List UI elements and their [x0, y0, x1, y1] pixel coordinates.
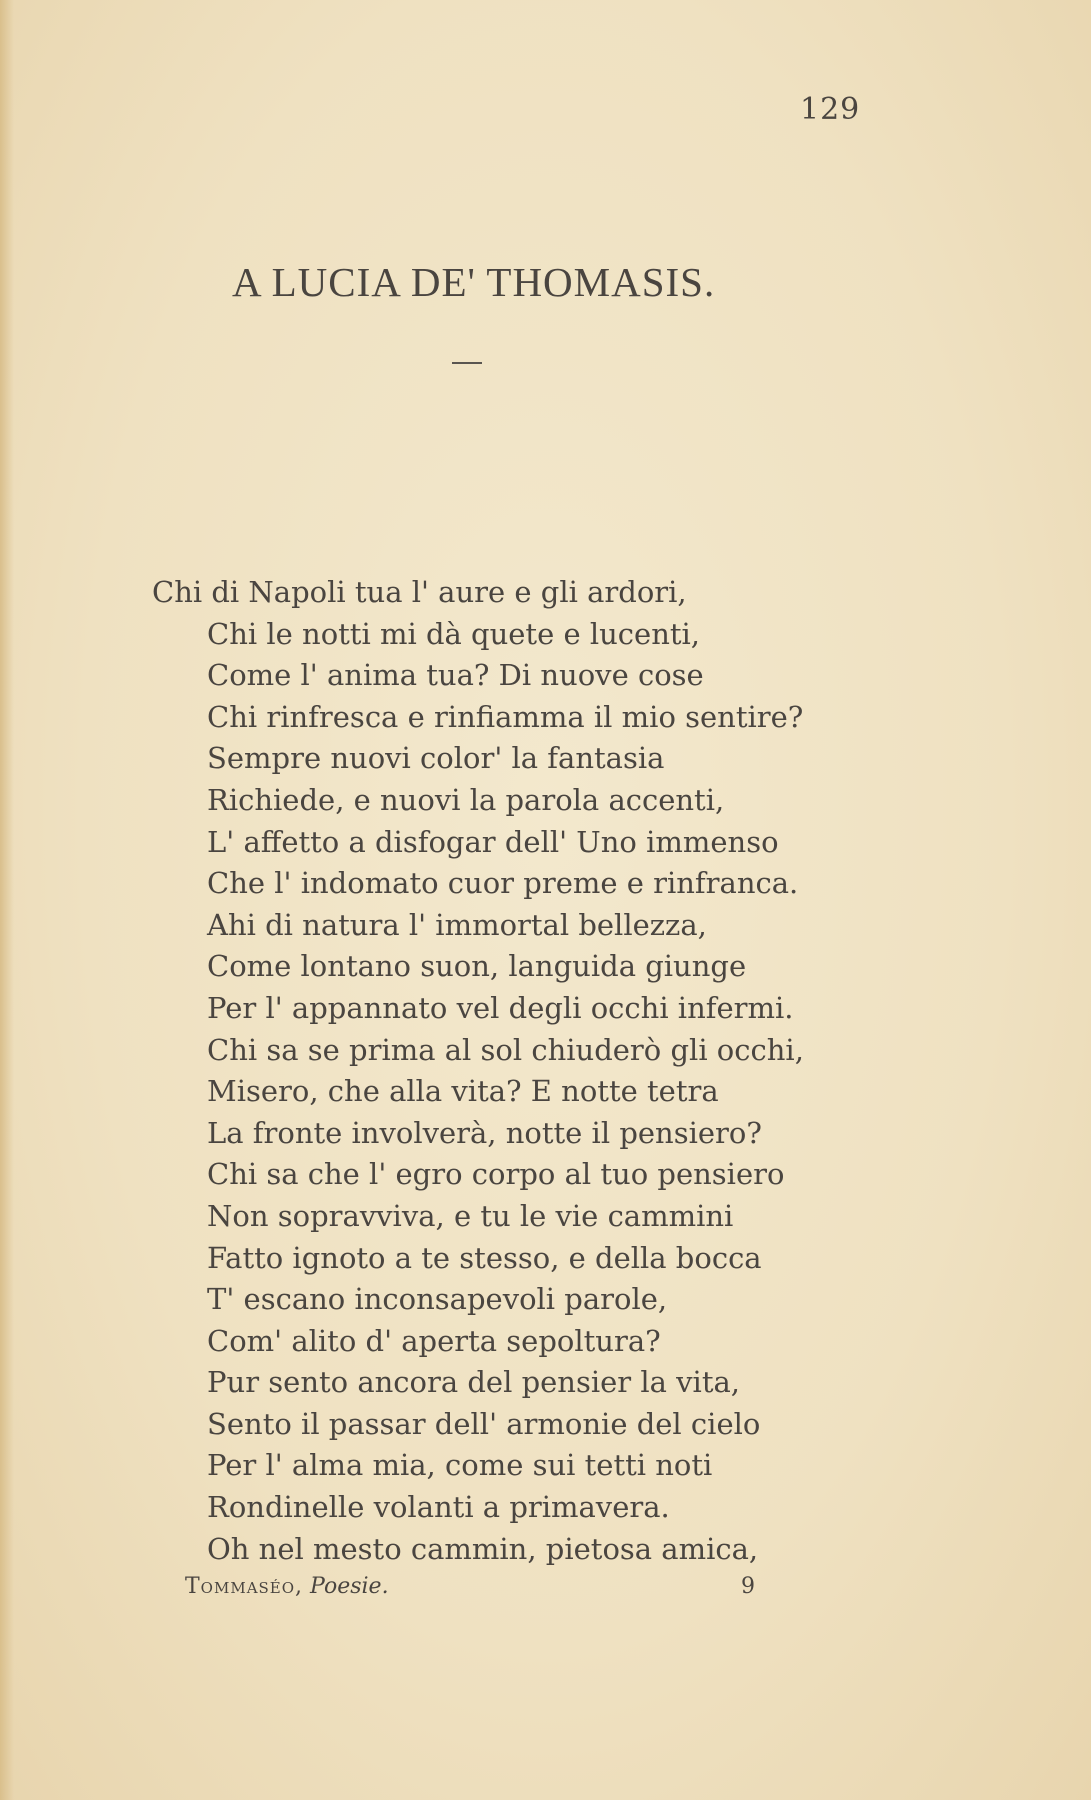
poem-line: Rondinelle volanti a primavera. — [207, 1490, 670, 1525]
poem-line: La fronte involverà, notte il pensiero? — [207, 1115, 762, 1150]
poem-line: Oh nel mesto cammin, pietosa amica, — [207, 1531, 759, 1566]
poem-line: Pur sento ancora del pensier la vita, — [207, 1365, 740, 1400]
poem-line: Chi le notti mi dà quete e lucenti, — [207, 616, 701, 651]
poem-line: Chi di Napoli tua l' aure e gli ardori, — [152, 575, 687, 609]
poem-line: Sento il passar dell' armonie del cielo — [207, 1406, 761, 1441]
poem-line: Per l' alma mia, come sui tetti noti — [207, 1448, 713, 1483]
poem-line: Per l' appannato vel degli occhi infermi. — [207, 990, 794, 1025]
poem-line: Fatto ignoto a te stesso, e della bocca — [207, 1240, 762, 1275]
title-divider — [452, 362, 482, 364]
page-number: 129 — [800, 92, 861, 127]
poem-line: Che l' indomato cuor preme e rinfranca. — [207, 866, 799, 901]
poem-line: Richiede, e nuovi la parola accenti, — [207, 782, 725, 817]
poem-line: Chi sa se prima al sol chiuderò gli occhi, — [207, 1032, 804, 1067]
poem-line: Come l' anima tua? Di nuove cose — [207, 658, 704, 693]
poem-line: Misero, che alla vita? E notte tetra — [207, 1074, 719, 1109]
poem-line: Chi rinfresca e rinfiamma il mio sentire? — [207, 699, 804, 734]
page-footer — [185, 1574, 755, 1599]
page-edge-shadow — [0, 0, 14, 1800]
poem-body — [152, 572, 912, 1570]
poem-line: Com' alito d' aperta sepoltura? — [207, 1323, 661, 1358]
footer-work-title: Poesie. — [310, 1574, 389, 1599]
poem-line: Come lontano suon, languida giunge — [207, 949, 747, 984]
poem-line: Ahi di natura l' immortal bellezza, — [207, 907, 707, 942]
footer-author: Tommaséo, — [185, 1574, 304, 1599]
poem-title: A LUCIA DE' THOMASIS. — [232, 259, 716, 305]
poem-line: Non sopravviva, e tu le vie cammini — [207, 1198, 734, 1233]
poem-line: L' affetto a disfogar dell' Uno immenso — [207, 824, 779, 859]
poem-line: Sempre nuovi color' la fantasia — [207, 741, 665, 776]
poem-line: Chi sa che l' egro corpo al tuo pensiero — [207, 1157, 785, 1192]
signature-mark: 9 — [741, 1574, 755, 1599]
poem-line: T' escano inconsapevoli parole, — [207, 1282, 668, 1317]
